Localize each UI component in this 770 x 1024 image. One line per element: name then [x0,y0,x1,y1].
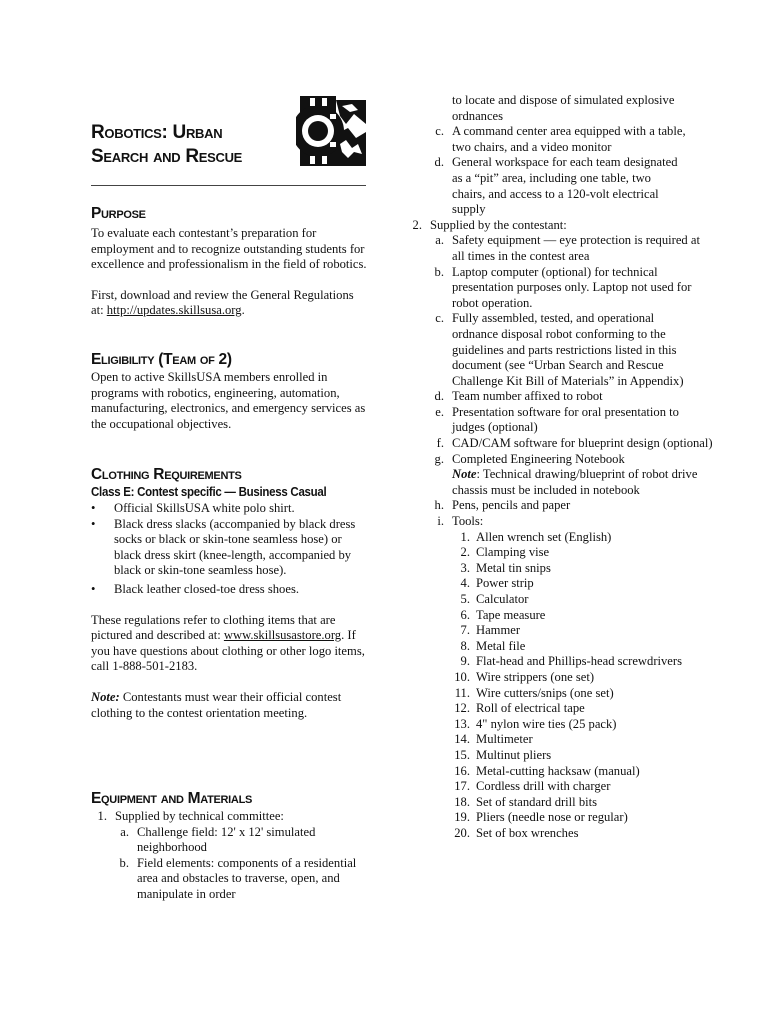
list-text: Completed Engineering Notebook [452,451,625,466]
tool-number: 16. [454,763,470,778]
list-text: Presentation software for oral presentation to judges (optional) [452,404,679,435]
tool-item [406,686,706,702]
tool-item [406,592,706,608]
list-text: Laptop computer (optional) for technical presentation purposes only. Laptop not used for robot operation. [452,264,692,310]
list-letter: c. [435,124,444,139]
tool-number: 4. [460,576,470,591]
list-text: A command center area equipped with a table, two chairs, and a video monitor [452,124,686,154]
tool-item [406,576,706,592]
tool-item [406,623,706,639]
list-item [406,265,696,312]
tool-number: 18. [454,794,470,809]
eligibility-section [91,351,367,432]
clothing-bullet [91,501,367,517]
tool-text: Pliers (needle nose or regular) [476,810,628,825]
regulations-link[interactable]: http://updates.skillsusa.org [106,303,242,318]
list-item [91,856,367,903]
page-title [91,121,291,169]
tools-list [406,530,706,842]
tool-number: 9. [460,654,470,669]
bullet-icon: • [91,516,96,531]
list-text: Fully assembled, tested, and operational ordnance disposal robot conforming to the guidelines and parts restrictions listed in this document (see “Urban Search and Rescue Challenge Kit Bill of Materials” in Appendix) [452,311,684,388]
title-line-2: Search and Rescue [91,146,243,167]
clothing-note-text: Contestants must wear their official contest clothing to the contest orientation meeting. [91,689,342,720]
tool-item [406,530,706,546]
list-text: Challenge field: 12' x 12' simulated neighborhood [137,824,316,855]
purpose-text: To evaluate each contestant’s preparation for employment and to recognize outstanding students for excellence and professionalism in the field of robotics. [91,226,367,272]
tool-text: Clamping vise [476,545,550,560]
tool-number: 3. [460,560,470,575]
list-letter: b. [119,855,129,870]
list-item [406,389,706,405]
regulations-paragraph [91,288,367,319]
clothing-note-label: Note: [91,689,120,704]
tool-number: 20. [454,825,470,840]
tool-item [406,764,706,780]
list-letter: b. [434,264,444,279]
note-text: : Technical drawing/blueprint of robot drive chassis must be included in notebook [452,467,698,497]
tool-text: Set of standard drill bits [476,794,598,809]
list-item [406,405,686,436]
list-text: Team number affixed to robot [452,389,603,404]
tool-item [406,717,706,733]
store-link[interactable]: www.skillsusastore.org [223,628,342,643]
list-letter: h. [434,498,444,513]
tool-text: Metal tin snips [476,560,551,575]
list-letter: d. [434,389,444,404]
bullet-icon: • [91,581,96,596]
tool-number: 12. [454,701,470,716]
eligibility-text: Open to active SkillsUSA members enrolled in programs with robotics, engineering, automation, manufacturing, electronics, and emergency services as the occupational objectives. [91,370,366,431]
tool-text: Calculator [476,592,529,606]
tool-number: 1. [460,529,470,544]
clothing-bullets [91,501,367,598]
tool-item [406,795,706,811]
tool-text: Set of box wrenches [476,825,579,840]
list-letter: f. [436,436,444,451]
list-text: Safety equipment — eye protection is required at all times in the contest area [452,233,700,263]
equipment-item-1 [91,809,367,825]
clothing-bullet [91,517,367,579]
tool-text: Cordless drill with charger [476,779,611,794]
tool-text: Wire cutters/snips (one set) [476,685,614,700]
tool-number: 10. [454,669,470,684]
tool-text: Wire strippers (one set) [476,669,595,684]
list-text: Pens, pencils and paper [452,498,571,513]
list-letter: d. [434,155,444,170]
tool-text: Power strip [476,576,534,591]
tool-item [406,748,706,764]
tool-number: 7. [460,623,470,638]
list-text: Field elements: components of a residential area and obstacles to traverse, open, and manipulate in order [137,855,357,901]
list-letter: g. [434,451,444,466]
clothing-section [91,466,367,721]
tool-text: Roll of electrical tape [476,701,585,716]
tool-item [406,608,706,624]
clothing-heading: Clothing Requirements [91,466,242,483]
list-text: Supplied by technical committee: [115,809,284,823]
eligibility-heading: Eligibility (Team of 2) [91,351,232,368]
tool-number: 5. [460,592,470,606]
tool-item [406,545,706,561]
purpose-section [91,205,367,319]
clothing-note [91,690,367,721]
list-text: Supplied by the contestant: [430,217,567,232]
equipment-heading: Equipment and Materials [91,790,253,807]
tool-text: Metal file [476,638,526,653]
list-item [406,155,680,217]
list-number: 2. [412,217,422,232]
bullet-icon: • [91,501,96,515]
list-letter: a. [120,824,129,839]
tool-item [406,654,716,670]
right-column [406,93,713,842]
tool-text: Hammer [476,623,521,638]
tool-number: 2. [460,545,470,560]
list-number: 1. [97,809,107,823]
list-letter: i. [437,514,444,529]
list-text: to locate and dispose of simulated explosive ordnances [452,93,675,123]
tool-item [406,561,706,577]
list-item-continued [406,93,706,124]
tool-item [406,670,706,686]
list-item [406,514,706,530]
list-text: General workspace for each team designated as a “pit” area, including one table, two chairs, and access to a 120-volt electrical supply [452,155,678,217]
list-letter: c. [435,311,444,326]
tool-text: Tape measure [476,607,546,622]
tool-item [406,701,706,717]
tool-number: 6. [460,607,470,622]
tool-text: Multimeter [476,732,533,747]
tool-number: 13. [454,716,470,731]
tool-item [406,826,706,842]
list-item [91,825,367,856]
purpose-heading: Purpose [91,205,146,222]
tool-text: Allen wrench set (English) [476,529,612,544]
list-text: CAD/CAM software for blueprint design (optional) [452,436,713,451]
clothing-info-suffix: . If you have questions about clothing or other logo items, call 1-888-501-2183. [91,628,365,674]
regulations-prefix: First, download and review the General Regulations at: [91,287,354,318]
list-letter: a. [435,233,444,248]
list-item [406,498,706,514]
tool-number: 15. [454,747,470,762]
clothing-subheading: Class E: Contest specific — Business Casual [91,485,327,499]
robotics-gear-logo [296,94,367,168]
engineering-notebook-note [406,467,728,498]
clothing-bullet-text: Official SkillsUSA white polo shirt. [114,501,295,515]
clothing-info-paragraph [91,613,367,675]
regulations-suffix: . [241,303,245,318]
clothing-info-prefix: These regulations refer to clothing items that are pictured and described at: [91,612,336,643]
clothing-bullet [91,582,367,598]
tool-number: 17. [454,779,470,794]
list-item [406,436,732,452]
equipment-section [91,790,367,903]
note-label: Note [452,467,477,482]
tool-text: 4" nylon wire ties (25 pack) [476,716,617,731]
clothing-bullet-text: Black dress slacks (accompanied by black dress socks or black or skin-tone seamless hose) or black dress skirt (knee-length, accompanied by black or skin-tone seamless hose). [114,516,356,578]
tool-number: 8. [460,638,470,653]
equipment-item-2 [406,218,706,234]
tool-item [406,732,706,748]
list-item [406,311,690,389]
list-item [406,233,706,264]
tool-text: Flat-head and Phillips-head screwdrivers [476,654,682,669]
tool-item [406,810,706,826]
list-text: Tools: [452,514,484,529]
list-item [406,124,706,155]
tool-number: 11. [454,685,470,700]
tool-item [406,779,706,795]
tool-text: Multinut pliers [476,747,552,762]
tool-item [406,639,706,655]
clothing-bullet-text: Black leather closed-toe dress shoes. [114,581,299,596]
title-divider [91,185,366,186]
title-line-1: Robotics: Urban [91,122,223,143]
tool-number: 19. [454,810,470,825]
list-item [406,452,706,468]
tool-text: Metal-cutting hacksaw (manual) [476,763,640,778]
tool-number: 14. [454,732,470,747]
list-letter: e. [435,404,444,419]
